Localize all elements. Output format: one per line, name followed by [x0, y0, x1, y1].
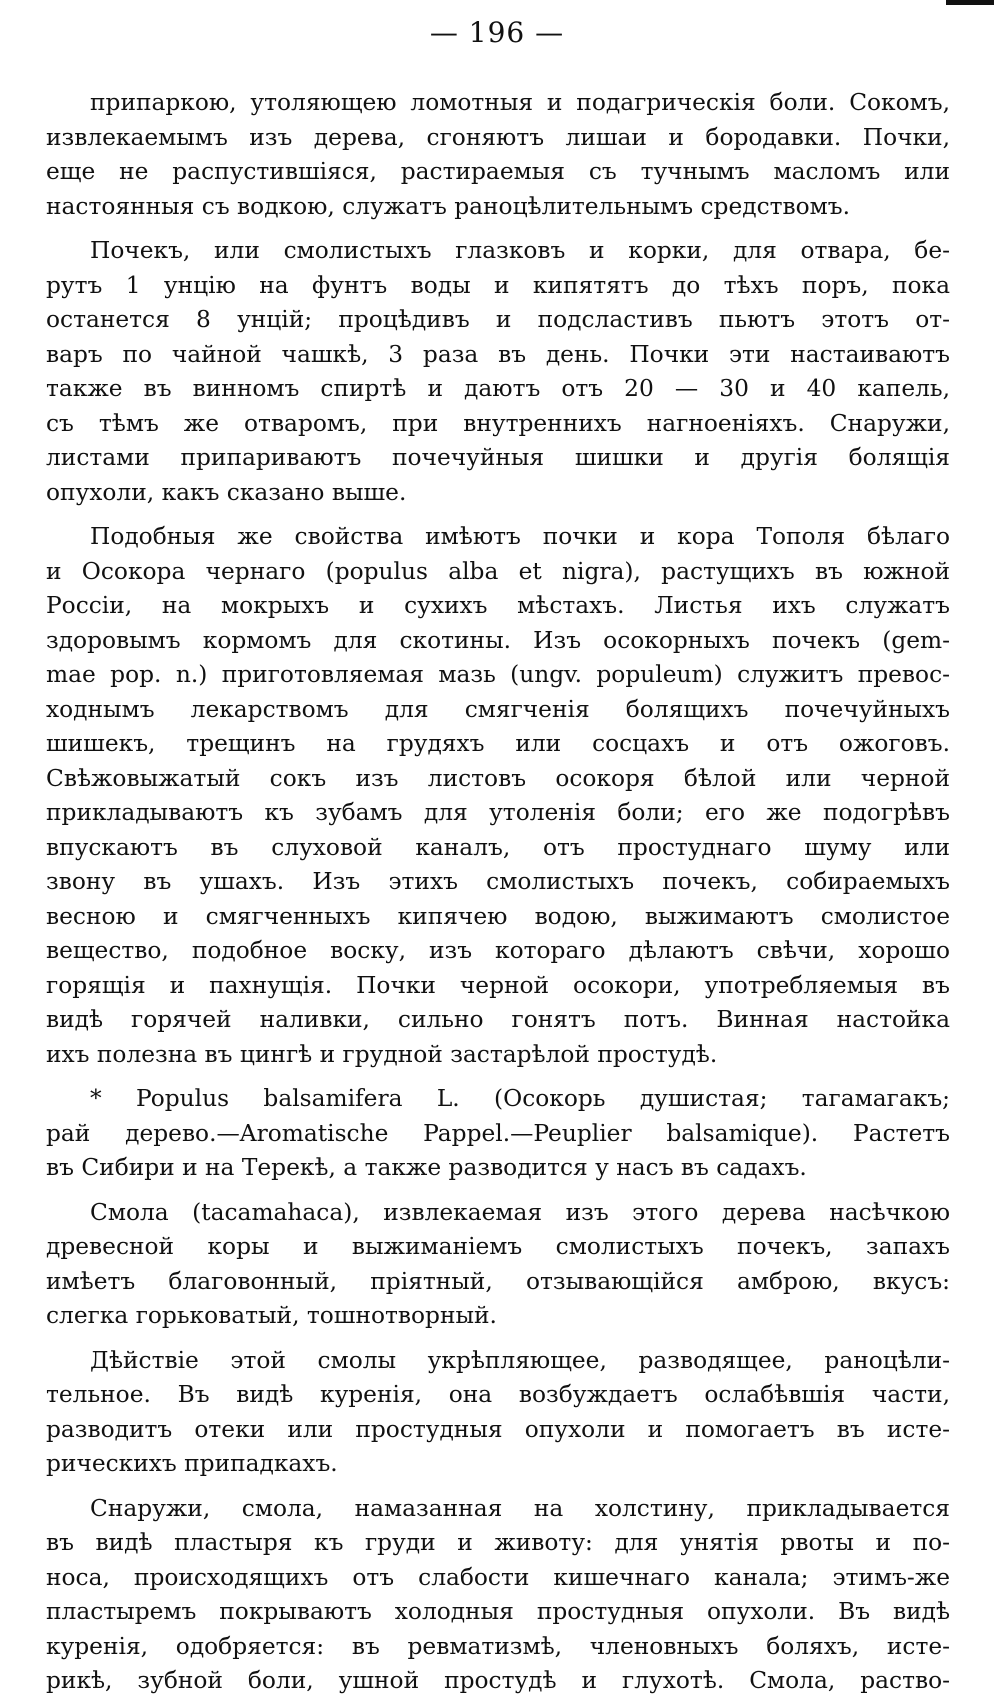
- text-line: съ тѣмъ же отваромъ, при внутреннихъ нагноеніяхъ. Снаружи,: [46, 409, 950, 437]
- text-line: имѣетъ благовонный, пріятный, отзывающійся амброю, вкусъ:: [46, 1267, 950, 1295]
- text-line: разводитъ отеки или простудныя опухоли и помогаетъ въ исте-: [46, 1415, 950, 1443]
- paragraph: [46, 1082, 950, 1186]
- text-line: опухоли, какъ сказано выше.: [46, 478, 407, 506]
- paragraph: [46, 1492, 950, 1699]
- text-line: Дѣйствіе этой смолы укрѣпляющее, разводящее, раноцѣли-: [90, 1346, 950, 1374]
- text-line: еще не распустившіяся, растираемыя съ тучнымъ масломъ или: [46, 158, 950, 185]
- paragraph: [46, 234, 950, 510]
- text-line: * Populus balsamifera L. (Осокорь душистая; тагамагакъ;: [90, 1085, 950, 1112]
- text-line: видѣ горячей наливки, сильно гонятъ потъ. Винная настойка: [46, 1006, 950, 1033]
- text-line: также въ винномъ спиртѣ и даютъ отъ 20 — 30 и 40 капель,: [46, 375, 950, 402]
- paragraph: [46, 1344, 950, 1482]
- text-line: и Осокора чернаго (populus alba et nigra), растущихъ въ южной: [46, 557, 950, 585]
- text-line: извлекаемымъ изъ дерева, сгоняютъ лишаи и бородавки. Почки,: [46, 123, 950, 151]
- text-line: куренія, одобряется: въ ревматизмѣ, членовныхъ боляхъ, исте-: [46, 1632, 950, 1660]
- text-line: настоянныя съ водкою, служатъ раноцѣлительнымъ средствомъ.: [46, 192, 851, 220]
- text-line: Свѣжовыжатый сокъ изъ листовъ осокоря бѣлой или черной: [46, 764, 950, 792]
- text-line: ихъ полезна въ цингѣ и грудной застарѣлой простудѣ.: [46, 1040, 718, 1068]
- text-line: шишекъ, трещинъ на грудяхъ или сосцахъ и отъ ожоговъ.: [46, 730, 950, 757]
- text-line: останется 8 унцій; процѣдивъ и подсластивъ пьютъ этотъ от-: [46, 306, 950, 333]
- text-line: слегка горьковатый, тошнотворный.: [46, 1302, 497, 1329]
- paragraph: [46, 1196, 950, 1334]
- paragraph: [46, 520, 950, 1072]
- text-line: варъ по чайной чашкѣ, 3 раза въ день. Почки эти настаиваютъ: [46, 340, 950, 368]
- text-line: здоровымъ кормомъ для скотины. Изъ осокорныхъ почекъ (gem-: [46, 626, 950, 654]
- text-line: листами припариваютъ почечуйныя шишки и другія болящія: [46, 444, 950, 471]
- text-line: впускаютъ въ слуховой каналъ, отъ простуднаго шуму или: [46, 833, 950, 861]
- text-line: прикладываютъ къ зубамъ для утоленія боли; его же подогрѣвъ: [46, 799, 950, 826]
- page-edge-mark: [946, 0, 994, 15]
- text-line: припаркою, утоляющею ломотныя и подагрическія боли. Сокомъ,: [90, 89, 950, 116]
- text-line: тельное. Въ видѣ куренія, она возбуждаетъ ослабѣвшія части,: [46, 1381, 950, 1408]
- text-line: Почекъ, или смолистыхъ глазковъ и корки, для отвара, бе-: [90, 237, 950, 264]
- text-line: носа, происходящихъ отъ слабости кишечнаго канала; этимъ-же: [46, 1563, 950, 1591]
- text-line: Снаружи, смола, намазанная на холстину, прикладывается: [90, 1494, 950, 1522]
- page-body: [46, 86, 950, 1699]
- text-line: Смола (tacamahaca), извлекаемая изъ этого дерева насѣчкою: [90, 1198, 950, 1226]
- text-line: ходнымъ лекарствомъ для смягченія болящихъ почечуйныхъ: [46, 695, 950, 723]
- text-line: горящія и пахнущія. Почки черной осокори, употребляемыя въ: [46, 971, 950, 999]
- text-line: въ Сибири и на Терекѣ, а также разводится у насъ въ садахъ.: [46, 1154, 807, 1181]
- text-line: рай дерево.—Aromatische Pappel.—Peuplier balsamique). Растетъ: [46, 1119, 950, 1147]
- text-line: рутъ 1 унцію на фунтъ воды и кипятятъ до тѣхъ поръ, пока: [46, 271, 950, 299]
- text-line: въ видѣ пластыря къ груди и животу: для унятія рвоты и по-: [46, 1529, 950, 1556]
- text-line: древесной коры и выжиманіемъ смолистыхъ почекъ, запахъ: [46, 1233, 950, 1260]
- text-line: пластыремъ покрываютъ холодныя простудныя опухоли. Въ видѣ: [46, 1598, 950, 1625]
- text-line: Подобныя же свойства имѣютъ почки и кора Тополя бѣлаго: [90, 523, 950, 550]
- text-line: рикѣ, зубной боли, ушной простудѣ и глухотѣ. Смола, раство-: [46, 1667, 950, 1694]
- text-line: mae pop. n.) приготовляемая мазь (ungv. populeum) служитъ превос-: [46, 661, 950, 688]
- page-number: — 196 —: [429, 16, 565, 49]
- text-line: вещество, подобное воску, изъ котораго дѣлаютъ свѣчи, хорошо: [46, 937, 950, 964]
- paragraph: [46, 86, 950, 224]
- text-line: весною и смягченныхъ кипячею водою, выжимаютъ смолистое: [46, 902, 950, 930]
- text-line: звону въ ушахъ. Изъ этихъ смолистыхъ почекъ, собираемыхъ: [46, 868, 950, 895]
- text-line: Россіи, на мокрыхъ и сухихъ мѣстахъ. Листья ихъ служатъ: [46, 592, 950, 619]
- text-line: рическихъ припадкахъ.: [46, 1450, 338, 1477]
